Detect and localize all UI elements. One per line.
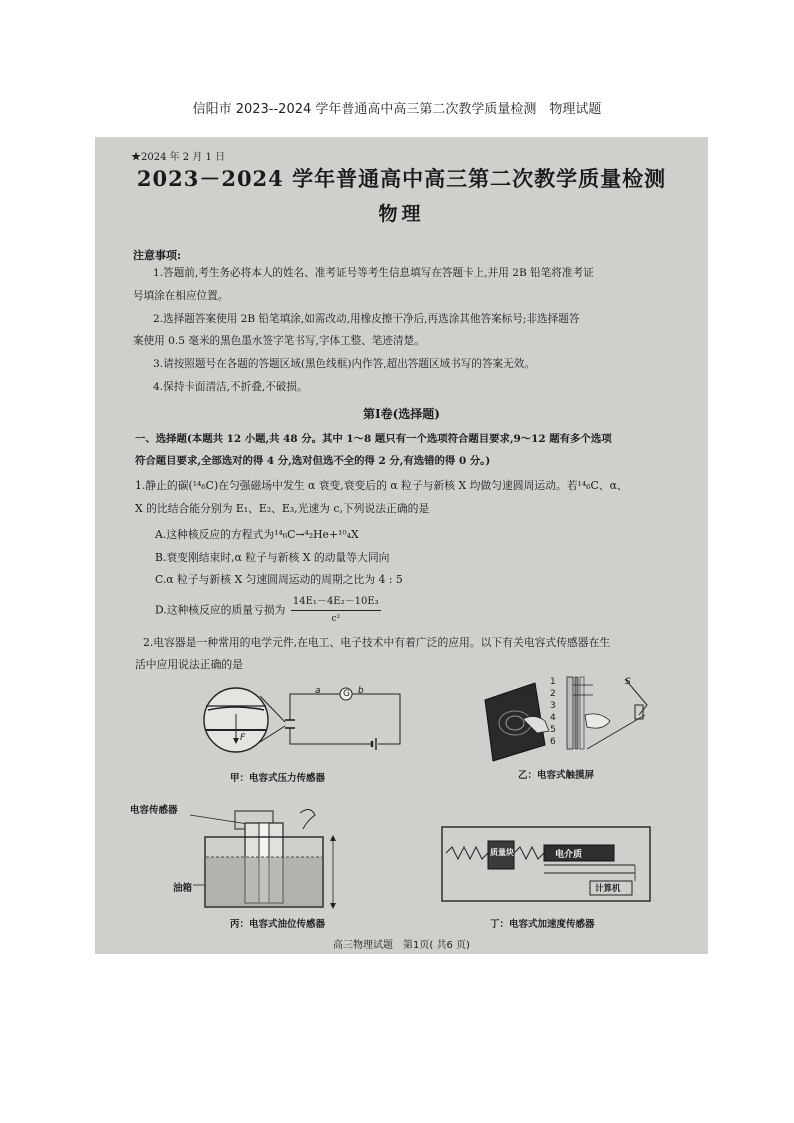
instructions-line: 符合题目要求,全部选对的得 4 分,选对但选不全的得 2 分,有选错的得 0 分。) — [135, 455, 491, 467]
note-line: 案使用 0.5 毫米的黑色墨水签字笔书写,字体工整、笔迹清楚。 — [133, 335, 425, 347]
label-a: a — [315, 686, 321, 696]
mass-block-label: 质量块 — [490, 848, 514, 857]
section-title: 第Ⅰ卷(选择题) — [363, 407, 440, 421]
sensor-label: 电容传感器 — [130, 805, 178, 816]
pressure-sensor-diagram — [200, 682, 410, 767]
touch-layer-6: 6 — [550, 737, 556, 747]
q1-option-b: B.衰变刚结束时,α 粒子与新核 X 的动量等大同向 — [155, 551, 390, 564]
dielectric-label: 电介质 — [555, 850, 583, 860]
exam-date: ★2024 年 2 月 1 日 — [131, 152, 226, 163]
fraction-denominator: c² — [331, 614, 341, 624]
q1-option-a: A.这种核反应的方程式为¹⁴₆C→⁴₂He+¹⁰₄X — [155, 528, 359, 541]
q2-stem: 2.电容器是一种常用的电学元件,在电工、电子技术中有着广泛的应用。以下有关电容式传感器在生 — [143, 636, 611, 649]
label-force: F — [240, 733, 246, 743]
touch-layer-3: 3 — [550, 701, 556, 711]
exam-photo — [95, 137, 708, 954]
oil-tank-label: 油箱 — [173, 883, 193, 894]
figure-caption-yi: 乙：电容式触摸屏 — [518, 770, 595, 781]
label-b: b — [358, 686, 364, 696]
instructions-line: 一、选择题(本题共 12 小题,共 48 分。其中 1～8 题只有一个选项符合题目要求,9～12 题有多个选项 — [135, 433, 612, 445]
accelerometer-diagram — [440, 825, 655, 915]
oil-level-diagram — [135, 805, 365, 910]
figure-caption-jia: 甲：电容式压力传感器 — [230, 773, 326, 784]
figure-caption-ding: 丁：电容式加速度传感器 — [490, 919, 595, 930]
touchscreen-diagram — [475, 675, 665, 765]
exam-title: 2023－2024 学年普通高中高三第二次教学质量检测 — [136, 166, 667, 191]
notes-heading: 注意事项: — [133, 249, 182, 262]
mass-defect-fraction — [291, 594, 381, 627]
label-s: S — [625, 677, 631, 687]
q2-stem: 活中应用说法正确的是 — [135, 658, 243, 671]
q1-stem: X 的比结合能分别为 E₁、E₂、E₃,光速为 c,下列说法正确的是 — [135, 502, 430, 515]
note-line: 号填涂在相应位置。 — [133, 290, 229, 302]
galvanometer-label: G — [343, 689, 350, 699]
figure-caption-bing: 丙：电容式油位传感器 — [230, 919, 326, 930]
q1-option-d — [155, 594, 381, 627]
page-header: 信阳市 2023--2024 学年普通高中高三第二次教学质量检测 物理试题 — [192, 102, 602, 117]
touch-layer-2: 2 — [550, 689, 556, 699]
exam-subject: 物理 — [378, 203, 425, 225]
note-line: 2.选择题答案使用 2B 铅笔填涂,如需改动,用橡皮擦干净后,再选涂其他答案标号;非选择题答 — [153, 313, 580, 325]
note-line: 4.保持卡面清洁,不折叠,不破损。 — [153, 381, 308, 393]
q1-stem: 1.静止的碳(¹⁴₆C)在匀强磁场中发生 α 衰变,衰变后的 α 粒子与新核 X 均做匀速圆周运动。若¹⁴₆C、α、 — [135, 479, 628, 492]
q1-option-c: C.α 粒子与新核 X 匀速圆周运动的周期之比为 4 : 5 — [155, 573, 403, 586]
touch-layer-1: 1 — [550, 677, 556, 687]
touch-layer-5: 5 — [550, 725, 556, 735]
note-line: 3.请按照题号在各题的答题区域(黑色线框)内作答,超出答题区域书写的答案无效。 — [153, 358, 535, 370]
q1-option-d-text: D.这种核反应的质量亏损为 — [155, 603, 286, 617]
note-line: 1.答题前,考生务必将本人的姓名、准考证号等考生信息填写在答题卡上,并用 2B 铅笔将准考证 — [153, 267, 594, 279]
computer-label: 计算机 — [595, 884, 621, 894]
fraction-numerator: 14E₁－4E₂－10E₃ — [291, 594, 381, 611]
touch-layer-4: 4 — [550, 713, 556, 723]
page-footer: 高三物理试题 第1页( 共6 页) — [333, 940, 470, 951]
